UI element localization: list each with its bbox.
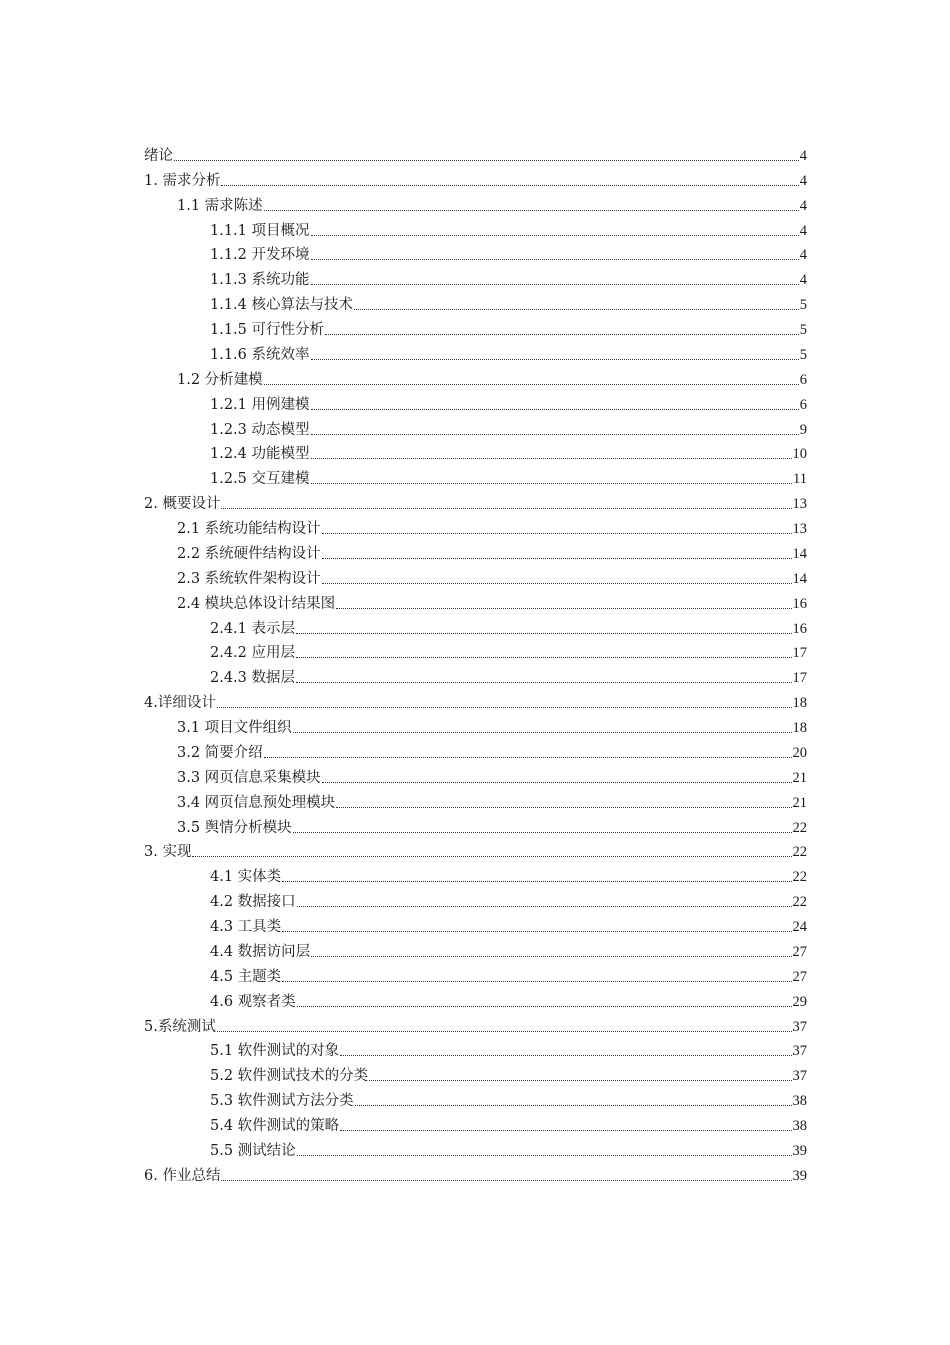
dot-leader bbox=[325, 334, 799, 335]
toc-entry-title: 2.4.3 数据层 bbox=[210, 670, 296, 687]
toc-entry-title: 1.1.4 核心算法与技术 bbox=[210, 297, 354, 314]
toc-entry-title: 2.4.2 应用层 bbox=[210, 645, 296, 662]
dot-leader bbox=[322, 583, 792, 584]
toc-entry-page-number: 21 bbox=[792, 794, 807, 811]
dot-leader bbox=[293, 732, 792, 733]
dot-leader bbox=[296, 657, 791, 658]
toc-entry-title: 3.3 网页信息采集模块 bbox=[177, 769, 321, 786]
dot-leader bbox=[322, 533, 792, 534]
toc-entry-page-number: 6 bbox=[799, 371, 807, 388]
toc-entry[interactable] bbox=[144, 240, 807, 265]
dot-leader bbox=[217, 707, 792, 708]
toc-entry[interactable] bbox=[144, 1036, 807, 1061]
toc-entry-title: 4.详细设计 bbox=[144, 695, 216, 712]
toc-entry[interactable] bbox=[144, 638, 807, 663]
toc-entry-title: 1.1.6 系统效率 bbox=[210, 346, 310, 363]
toc-entry[interactable] bbox=[144, 687, 807, 712]
toc-entry-title: 5.3 软件测试方法分类 bbox=[210, 1093, 354, 1110]
dot-leader bbox=[264, 384, 799, 385]
toc-entry-page-number: 17 bbox=[792, 670, 807, 687]
toc-entry-title: 5.系统测试 bbox=[144, 1018, 216, 1035]
toc-entry[interactable] bbox=[144, 513, 807, 538]
toc-entry-title: 1.1.5 可行性分析 bbox=[210, 322, 325, 338]
dot-leader bbox=[221, 508, 791, 509]
dot-leader bbox=[311, 434, 799, 435]
toc-entry-page-number: 18 bbox=[792, 695, 807, 712]
dot-leader bbox=[340, 1130, 791, 1131]
toc-entry[interactable] bbox=[144, 861, 807, 886]
dot-leader bbox=[311, 409, 799, 410]
dot-leader bbox=[221, 1180, 791, 1181]
toc-entry[interactable] bbox=[144, 1011, 807, 1036]
toc-entry[interactable] bbox=[144, 1085, 807, 1110]
dot-leader bbox=[297, 1006, 792, 1007]
toc-entry-page-number: 10 bbox=[792, 446, 807, 463]
toc-entry-title: 6. 作业总结 bbox=[144, 1167, 221, 1184]
toc-entry-title: 2.1 系统功能结构设计 bbox=[177, 521, 321, 537]
dot-leader bbox=[340, 1055, 791, 1056]
toc-entry[interactable] bbox=[144, 762, 807, 787]
toc-entry-title: 4.4 数据访问层 bbox=[210, 943, 311, 960]
toc-entry-page-number: 37 bbox=[792, 1043, 807, 1060]
toc-entry[interactable] bbox=[144, 662, 807, 687]
toc-entry-page-number: 16 bbox=[792, 595, 807, 612]
toc-entry-title: 4.1 实体类 bbox=[210, 869, 282, 886]
toc-entry[interactable] bbox=[144, 1160, 807, 1185]
toc-entry[interactable] bbox=[144, 563, 807, 588]
toc-entry-page-number: 5 bbox=[799, 346, 807, 363]
toc-entry-page-number: 37 bbox=[792, 1068, 807, 1085]
dot-leader bbox=[311, 956, 791, 957]
toc-entry-title: 1.1.1 项目概况 bbox=[210, 222, 310, 239]
toc-entry[interactable] bbox=[144, 289, 807, 314]
toc-entry-page-number: 18 bbox=[792, 720, 807, 736]
toc-entry-page-number: 14 bbox=[792, 545, 807, 562]
toc-entry-page-number: 5 bbox=[799, 297, 807, 314]
toc-entry-title: 1.1.2 开发环境 bbox=[210, 247, 310, 264]
toc-entry-title: 2. 概要设计 bbox=[144, 496, 221, 513]
toc-entry[interactable] bbox=[144, 712, 807, 737]
toc-entry-title: 4.2 数据接口 bbox=[210, 894, 296, 911]
toc-entry-title: 1.2.3 动态模型 bbox=[210, 421, 310, 438]
dot-leader bbox=[336, 608, 791, 609]
toc-entry[interactable] bbox=[144, 837, 807, 862]
toc-entry-page-number: 29 bbox=[792, 993, 807, 1010]
dot-leader bbox=[369, 1080, 791, 1081]
toc-entry-page-number: 39 bbox=[792, 1142, 807, 1159]
toc-entry-title: 5.5 测试结论 bbox=[210, 1142, 296, 1159]
dot-leader bbox=[174, 160, 799, 161]
toc-entry-page-number: 38 bbox=[792, 1093, 807, 1110]
dot-leader bbox=[264, 210, 799, 211]
toc-entry-title: 1. 需求分析 bbox=[144, 172, 221, 189]
toc-entry[interactable] bbox=[144, 588, 807, 613]
dot-leader bbox=[217, 1031, 792, 1032]
toc-entry[interactable] bbox=[144, 812, 807, 837]
toc-entry-title: 2.4 模块总体设计结果图 bbox=[177, 595, 336, 612]
table-of-contents bbox=[144, 140, 807, 1185]
toc-entry-title: 3.4 网页信息预处理模块 bbox=[177, 794, 336, 811]
toc-entry[interactable] bbox=[144, 1135, 807, 1160]
dot-leader bbox=[282, 981, 791, 982]
toc-entry[interactable] bbox=[144, 737, 807, 762]
dot-leader bbox=[355, 1105, 792, 1106]
toc-entry[interactable] bbox=[144, 264, 807, 289]
toc-entry[interactable] bbox=[144, 613, 807, 638]
toc-entry[interactable] bbox=[144, 364, 807, 389]
toc-entry[interactable] bbox=[144, 389, 807, 414]
toc-entry-page-number: 22 bbox=[792, 869, 807, 886]
toc-entry-title: 3.5 舆情分析模块 bbox=[177, 819, 292, 836]
toc-entry-page-number: 22 bbox=[792, 894, 807, 911]
toc-entry-title: 2.3 系统软件架构设计 bbox=[177, 570, 321, 587]
toc-entry-page-number: 4 bbox=[799, 172, 807, 189]
toc-entry-page-number: 6 bbox=[799, 396, 807, 413]
toc-entry-page-number: 27 bbox=[792, 968, 807, 985]
dot-leader bbox=[192, 856, 791, 857]
toc-entry-page-number: 39 bbox=[792, 1167, 807, 1184]
dot-leader bbox=[297, 1155, 792, 1156]
toc-entry-page-number: 4 bbox=[799, 247, 807, 264]
toc-entry-title: 5.1 软件测试的对象 bbox=[210, 1043, 340, 1060]
toc-entry-page-number: 4 bbox=[799, 222, 807, 239]
toc-entry-title: 4.5 主题类 bbox=[210, 968, 282, 985]
toc-entry-page-number: 24 bbox=[792, 919, 807, 935]
toc-entry-page-number: 13 bbox=[792, 521, 807, 537]
toc-entry-title: 2.4.1 表示层 bbox=[210, 620, 296, 637]
toc-entry[interactable] bbox=[144, 1060, 807, 1085]
toc-entry-title: 3.2 简要介绍 bbox=[177, 744, 263, 761]
toc-entry[interactable] bbox=[144, 961, 807, 986]
toc-entry-page-number: 38 bbox=[792, 1118, 807, 1134]
dot-leader bbox=[311, 483, 793, 484]
toc-entry-page-number: 14 bbox=[792, 570, 807, 587]
dot-leader bbox=[296, 633, 791, 634]
toc-entry[interactable] bbox=[144, 314, 807, 339]
toc-entry-page-number: 16 bbox=[792, 620, 807, 637]
dot-leader bbox=[311, 458, 792, 459]
toc-entry-title: 5.4 软件测试的策略 bbox=[210, 1118, 340, 1134]
dot-leader bbox=[311, 259, 799, 260]
toc-entry[interactable] bbox=[144, 886, 807, 911]
toc-entry-page-number: 13 bbox=[792, 496, 807, 513]
toc-entry-page-number: 9 bbox=[799, 421, 807, 438]
dot-leader bbox=[311, 359, 799, 360]
toc-entry-title: 1.2 分析建模 bbox=[177, 371, 263, 388]
toc-entry-page-number: 37 bbox=[792, 1018, 807, 1035]
toc-entry-page-number: 4 bbox=[799, 197, 807, 214]
toc-entry[interactable] bbox=[144, 339, 807, 364]
toc-entry-page-number: 22 bbox=[792, 844, 807, 861]
toc-entry[interactable] bbox=[144, 165, 807, 190]
toc-entry-title: 3. 实现 bbox=[144, 844, 192, 861]
dot-leader bbox=[322, 558, 792, 559]
dot-leader bbox=[311, 284, 799, 285]
toc-entry[interactable] bbox=[144, 414, 807, 439]
toc-entry-title: 1.2.4 功能模型 bbox=[210, 446, 310, 463]
toc-entry-page-number: 21 bbox=[792, 769, 807, 786]
dot-leader bbox=[293, 832, 792, 833]
toc-entry[interactable] bbox=[144, 439, 807, 464]
dot-leader bbox=[336, 807, 791, 808]
toc-entry-page-number: 20 bbox=[792, 744, 807, 761]
dot-leader bbox=[322, 782, 792, 783]
toc-entry[interactable] bbox=[144, 190, 807, 215]
dot-leader bbox=[296, 682, 791, 683]
toc-entry-page-number: 22 bbox=[792, 819, 807, 836]
toc-entry[interactable] bbox=[144, 787, 807, 812]
dot-leader bbox=[282, 881, 791, 882]
toc-entry[interactable] bbox=[144, 936, 807, 961]
dot-leader bbox=[264, 757, 792, 758]
toc-entry[interactable] bbox=[144, 215, 807, 240]
toc-entry[interactable] bbox=[144, 538, 807, 563]
toc-entry-title: 1.1 需求陈述 bbox=[177, 197, 263, 214]
toc-entry-page-number: 4 bbox=[799, 147, 807, 164]
toc-entry[interactable] bbox=[144, 463, 807, 488]
toc-entry-title: 1.2.5 交互建模 bbox=[210, 471, 310, 488]
toc-entry-page-number: 5 bbox=[799, 322, 807, 338]
toc-entry-title: 5.2 软件测试技术的分类 bbox=[210, 1068, 369, 1085]
toc-entry-title: 1.1.3 系统功能 bbox=[210, 272, 310, 289]
toc-entry[interactable] bbox=[144, 911, 807, 936]
toc-entry[interactable] bbox=[144, 1110, 807, 1135]
toc-entry-page-number: 27 bbox=[792, 943, 807, 960]
toc-entry-title: 1.2.1 用例建模 bbox=[210, 396, 310, 413]
toc-entry-title: 3.1 项目文件组织 bbox=[177, 720, 292, 736]
toc-entry-title: 4.3 工具类 bbox=[210, 919, 282, 935]
dot-leader bbox=[282, 931, 791, 932]
dot-leader bbox=[311, 235, 799, 236]
dot-leader bbox=[221, 185, 798, 186]
toc-entry-page-number: 11 bbox=[793, 471, 807, 488]
toc-entry[interactable] bbox=[144, 986, 807, 1011]
toc-entry[interactable] bbox=[144, 488, 807, 513]
dot-leader bbox=[354, 309, 799, 310]
toc-entry-page-number: 17 bbox=[792, 645, 807, 662]
toc-entry[interactable] bbox=[144, 140, 807, 165]
toc-entry-title: 2.2 系统硬件结构设计 bbox=[177, 545, 321, 562]
dot-leader bbox=[297, 906, 792, 907]
toc-entry-page-number: 4 bbox=[799, 272, 807, 289]
toc-entry-title: 绪论 bbox=[144, 147, 173, 164]
toc-entry-title: 4.6 观察者类 bbox=[210, 993, 296, 1010]
